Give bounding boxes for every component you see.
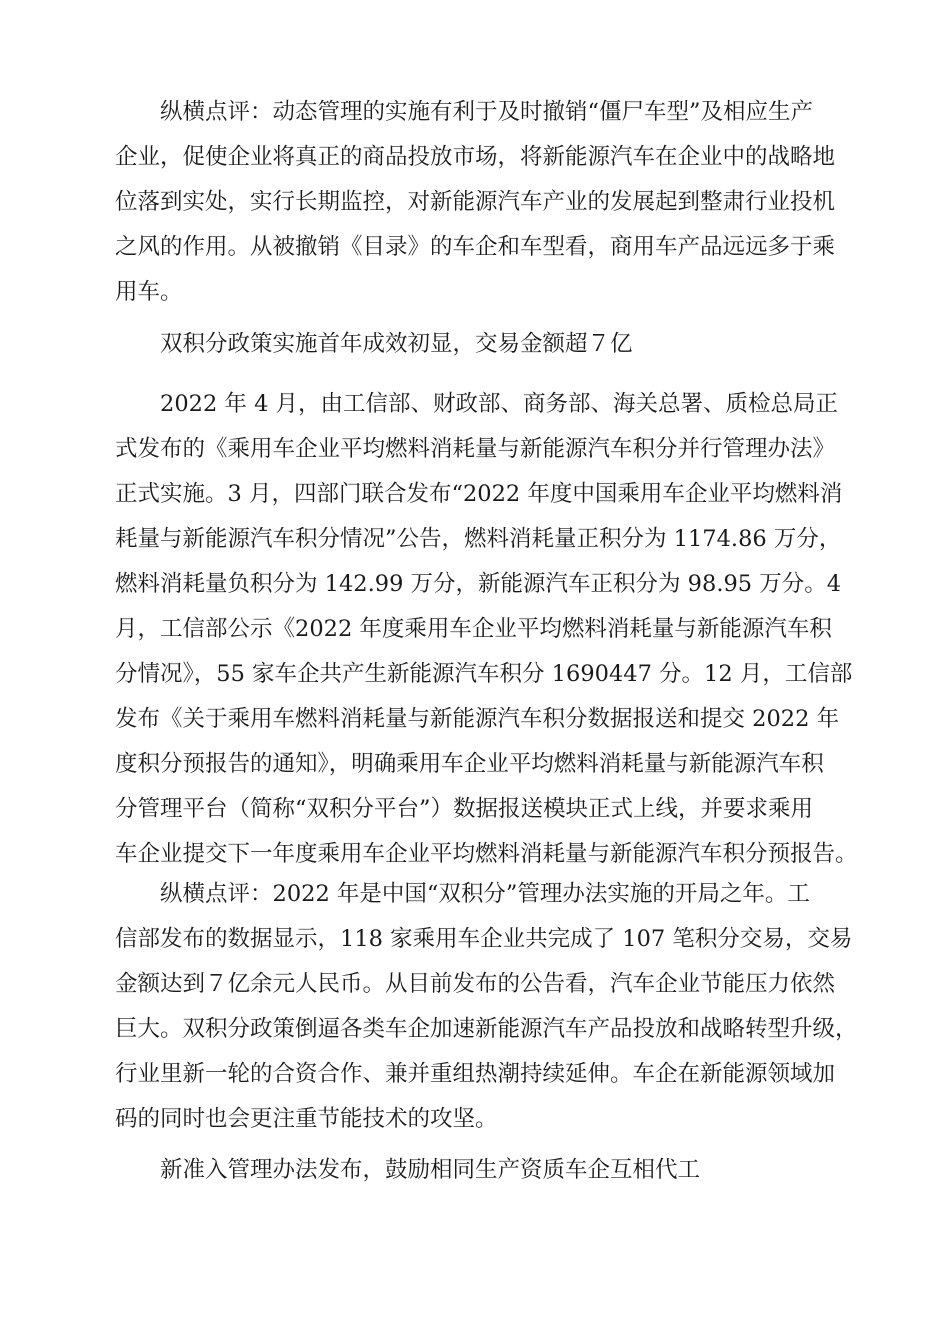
text-line: 车企业提交下一年度乘用车企业平均燃料消耗量与新能源汽车积分预报告。 (115, 841, 858, 867)
body-paragraph-dual-credit (115, 382, 858, 877)
text-line: 纵横点评：动态管理的实施有利于及时撤销“僵尸车型”及相应生产 (160, 99, 814, 125)
text-line: 耗量与新能源汽车积分情况”公告，燃料消耗量正积分为 1174.86 万分， (115, 526, 842, 552)
text-line: 巨大。双积分政策倒逼各类车企加速新能源汽车产品投放和战略转型升级， (115, 1016, 858, 1042)
text-line: 分管理平台（简称“双积分平台”）数据报送模块正式上线，并要求乘用 (115, 796, 814, 822)
commentary-paragraph-2 (115, 872, 858, 1142)
text-line: 纵横点评：2022 年是中国“双积分”管理办法实施的开局之年。工 (160, 881, 810, 907)
section-heading-new-access (115, 1148, 700, 1193)
text-line: 度积分预报告的通知》，明确乘用车企业平均燃料消耗量与新能源汽车积 (115, 751, 824, 777)
text-line: 码的同时也会更注重节能技术的攻坚。 (115, 1106, 498, 1132)
text-line: 发布《关于乘用车燃料消耗量与新能源汽车积分数据报送和提交 2022 年 (115, 706, 840, 732)
text-line: 月，工信部公示《2022 年度乘用车企业平均燃料消耗量与新能源汽车积 (115, 616, 832, 642)
text-line: 信部发布的数据显示，118 家乘用车企业共完成了 107 笔积分交易，交易 (115, 926, 853, 952)
text-line: 之风的作用。从被撤销《目录》的车企和车型看，商用车产品远远多于乘 (115, 234, 836, 260)
commentary-paragraph-1 (115, 90, 835, 315)
text-line: 正式实施。3 月，四部门联合发布“2022 年度中国乘用车企业平均燃料消 (115, 481, 843, 507)
heading-line: 新准入管理办法发布，鼓励相同生产资质车企互相代工 (160, 1157, 701, 1183)
text-line: 燃料消耗量负积分为 142.99 万分，新能源汽车正积分为 98.95 万分。4 (115, 571, 842, 597)
heading-line: 双积分政策实施首年成效初显，交易金额超７亿 (160, 331, 633, 357)
section-heading-dual-credit (115, 322, 633, 367)
text-line: 式发布的《乘用车企业平均燃料消耗量与新能源汽车积分并行管理办法》 (115, 436, 836, 462)
text-line: 2022 年 4 月，由工信部、财政部、商务部、海关总署、质检总局正 (160, 391, 839, 417)
text-line: 行业里新一轮的合资合作、兼并重组热潮持续延伸。车企在新能源领域加 (115, 1061, 836, 1087)
text-line: 用车。 (115, 279, 183, 305)
text-line: 位落到实处，实行长期监控，对新能源汽车产业的发展起到整肃行业投机 (115, 189, 836, 215)
text-line: 分情况》，55 家车企共产生新能源汽车积分 1690447 分。12 月，工信部 (115, 661, 853, 687)
text-line: 金额达到７亿余元人民币。从目前发布的公告看，汽车企业节能压力依然 (115, 971, 836, 997)
text-line: 企业，促使企业将真正的商品投放市场，将新能源汽车在企业中的战略地 (115, 144, 836, 170)
